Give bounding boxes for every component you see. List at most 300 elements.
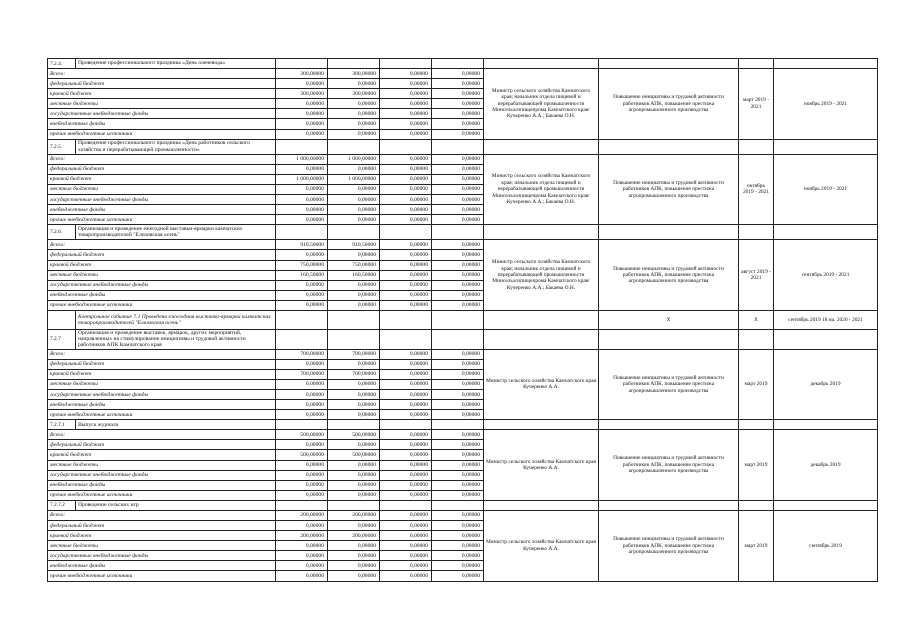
amount-cell: 0,00000: [380, 250, 432, 260]
funding-row: [48, 430, 878, 440]
section-header-row: [48, 59, 878, 69]
amount-cell: 200,00000: [276, 531, 328, 541]
amount-cell: 0,00000: [328, 184, 380, 194]
funding-source-label: государственные внебюджетные фонды: [48, 195, 276, 205]
amount-cell: 0,00000: [432, 154, 484, 164]
empty-cell: [432, 500, 484, 510]
amount-cell: 0,00000: [432, 129, 484, 139]
section-code: 7.2.4.: [48, 59, 76, 69]
amount-cell: 500,00000: [328, 450, 380, 460]
empty-cell: [432, 139, 484, 154]
amount-cell: 0,00000: [432, 250, 484, 260]
amount-cell: 0,00000: [380, 290, 432, 300]
empty-cell: [774, 225, 878, 240]
amount-cell: 0,00000: [380, 195, 432, 205]
funding-source-label: федеральный бюджет: [48, 79, 276, 89]
empty-cell: [774, 500, 878, 510]
amount-cell: 0,00000: [380, 270, 432, 280]
empty-cell: [380, 500, 432, 510]
funding-source-label: федеральный бюджет: [48, 520, 276, 530]
amount-cell: 0,00000: [380, 520, 432, 530]
empty-cell: [774, 139, 878, 154]
amount-cell: 0,00000: [380, 389, 432, 399]
amount-cell: 0,00000: [380, 99, 432, 109]
activities-table: [47, 58, 878, 582]
amount-cell: 910,50000: [328, 240, 380, 250]
section-title: Организация и проведение ежегодной выставки-ярмарки камчатских товаропроизводителей "Елизовская осень": [76, 225, 276, 240]
amount-cell: 0,00000: [380, 300, 432, 310]
amount-cell: 0,00000: [276, 490, 328, 500]
responsible-cell: Министр сельского хозяйства Камчатского края Кучеренко А.А.: [484, 510, 599, 581]
amount-cell: 1 000,00000: [276, 154, 328, 164]
amount-cell: 0,00000: [432, 541, 484, 551]
control-event-start: X: [739, 310, 774, 329]
amount-cell: 0,00000: [328, 119, 380, 129]
amount-cell: 0,00000: [432, 260, 484, 270]
empty-cell: [432, 59, 484, 69]
amount-cell: 0,00000: [380, 510, 432, 520]
empty-cell: [276, 500, 328, 510]
end-date-cell: декабрь 2019: [774, 349, 878, 420]
amount-cell: 0,00000: [276, 79, 328, 89]
empty-cell: [380, 59, 432, 69]
amount-cell: 0,00000: [432, 561, 484, 571]
amount-cell: 0,00000: [432, 571, 484, 581]
amount-cell: 0,00000: [276, 250, 328, 260]
amount-cell: 0,00000: [276, 571, 328, 581]
start-date-cell: март 2019: [739, 349, 774, 420]
empty-cell: [484, 329, 599, 349]
funding-source-label: прочие внебюджетные источники: [48, 300, 276, 310]
amount-cell: 0,00000: [276, 460, 328, 470]
responsible-cell: Министр сельского хозяйства Камчатского края; начальник отдела пищевой и перерабатывающей промышленности Минсельхозпищепрома Камчатского края/Кучеренко А.А.; Бакаева О.Н.: [484, 69, 599, 140]
end-date-cell: сентябрь 2019 - 2021: [774, 240, 878, 311]
amount-cell: 0,00000: [328, 379, 380, 389]
funding-source-label: прочие внебюджетные источники: [48, 571, 276, 581]
empty-cell: [739, 500, 774, 510]
amount-cell: 0,00000: [380, 79, 432, 89]
end-date-cell: ноябрь 2019 - 2021: [774, 69, 878, 140]
empty-cell: [380, 310, 432, 329]
amount-cell: 0,00000: [432, 240, 484, 250]
amount-cell: 0,00000: [380, 240, 432, 250]
empty-cell: [432, 225, 484, 240]
amount-cell: 0,00000: [432, 109, 484, 119]
amount-cell: 0,00000: [328, 79, 380, 89]
amount-cell: 0,00000: [432, 195, 484, 205]
empty-cell: [484, 59, 599, 69]
amount-cell: 0,00000: [432, 389, 484, 399]
amount-cell: 0,00000: [432, 490, 484, 500]
empty-cell: [484, 139, 599, 154]
amount-cell: 0,00000: [276, 205, 328, 215]
empty-cell: [739, 139, 774, 154]
expected-result-cell: Повышение инициативы и трудовой активности работников АПК, повышение престижа агропромышленного производства: [599, 510, 739, 581]
amount-cell: 0,00000: [380, 440, 432, 450]
amount-cell: 300,00000: [328, 89, 380, 99]
empty-cell: [276, 59, 328, 69]
amount-cell: 0,00000: [432, 470, 484, 480]
amount-cell: 0,00000: [380, 541, 432, 551]
funding-source-label: федеральный бюджет: [48, 440, 276, 450]
amount-cell: 0,00000: [328, 520, 380, 530]
amount-cell: 0,00000: [276, 541, 328, 551]
amount-cell: 0,00000: [432, 164, 484, 174]
amount-cell: 700,00000: [276, 369, 328, 379]
amount-cell: 0,00000: [432, 270, 484, 280]
funding-source-label: прочие внебюджетные источники: [48, 410, 276, 420]
empty-cell: [432, 329, 484, 349]
amount-cell: 0,00000: [276, 561, 328, 571]
empty-cell: [380, 329, 432, 349]
section-code: 7.2.6.: [48, 225, 76, 240]
amount-cell: 1 000,00000: [328, 174, 380, 184]
amount-cell: 0,00000: [380, 430, 432, 440]
empty-cell: [774, 420, 878, 430]
amount-cell: 0,00000: [432, 551, 484, 561]
amount-cell: 0,00000: [276, 470, 328, 480]
amount-cell: 160,50000: [276, 270, 328, 280]
funding-source-label: краевой бюджет: [48, 89, 276, 99]
amount-cell: 0,00000: [432, 450, 484, 460]
amount-cell: 500,00000: [276, 450, 328, 460]
empty-cell: [328, 139, 380, 154]
control-event-row: [48, 310, 878, 329]
amount-cell: 0,00000: [380, 410, 432, 420]
amount-cell: 0,00000: [432, 460, 484, 470]
section-header-row: [48, 329, 878, 349]
amount-cell: 0,00000: [380, 460, 432, 470]
amount-cell: 0,00000: [328, 571, 380, 581]
amount-cell: 1 000,00000: [328, 154, 380, 164]
amount-cell: 0,00000: [432, 359, 484, 369]
amount-cell: 0,00000: [432, 215, 484, 225]
amount-cell: 300,00000: [276, 69, 328, 79]
empty-cell: [328, 329, 380, 349]
section-header-row: [48, 139, 878, 154]
amount-cell: 0,00000: [328, 109, 380, 119]
funding-source-label: внебюджетные фонды: [48, 480, 276, 490]
start-date-cell: август 2019 - 2021: [739, 240, 774, 311]
amount-cell: 0,00000: [276, 119, 328, 129]
amount-cell: 0,00000: [276, 164, 328, 174]
amount-cell: 0,00000: [380, 69, 432, 79]
funding-source-label: Всего:: [48, 154, 276, 164]
responsible-cell: Министр сельского хозяйства Камчатского края Кучеренко А.А.: [484, 430, 599, 501]
section-title: Организация и проведение выставок, ярмарок, других мероприятий, направленных на стимулирование инициативы и трудовой активности работников АПК Камчатского края: [76, 329, 276, 349]
section-header-row: [48, 420, 878, 430]
amount-cell: 0,00000: [276, 400, 328, 410]
funding-source-label: федеральный бюджет: [48, 164, 276, 174]
amount-cell: 0,00000: [328, 359, 380, 369]
empty-cell: [276, 420, 328, 430]
amount-cell: 0,00000: [380, 129, 432, 139]
funding-source-label: федеральный бюджет: [48, 359, 276, 369]
empty-cell: [739, 329, 774, 349]
amount-cell: 0,00000: [380, 280, 432, 290]
funding-source-label: местные бюджеты: [48, 270, 276, 280]
funding-source-label: Всего:: [48, 69, 276, 79]
amount-cell: 200,00000: [328, 510, 380, 520]
empty-cell: [739, 225, 774, 240]
empty-cell: [774, 59, 878, 69]
funding-source-label: краевой бюджет: [48, 369, 276, 379]
amount-cell: 0,00000: [328, 460, 380, 470]
funding-source-label: местные бюджеты: [48, 379, 276, 389]
amount-cell: 0,00000: [432, 379, 484, 389]
amount-cell: 0,00000: [328, 389, 380, 399]
empty-cell: [739, 59, 774, 69]
funding-source-label: государственные внебюджетные фонды: [48, 551, 276, 561]
amount-cell: 0,00000: [432, 510, 484, 520]
end-date-cell: сентябрь 2019: [774, 510, 878, 581]
start-date-cell: март 2019: [739, 510, 774, 581]
amount-cell: 200,00000: [328, 531, 380, 541]
funding-row: [48, 510, 878, 520]
amount-cell: 0,00000: [328, 300, 380, 310]
empty-cell: [48, 310, 76, 329]
empty-cell: [328, 500, 380, 510]
amount-cell: 0,00000: [380, 205, 432, 215]
funding-source-label: местные бюджеты: [48, 99, 276, 109]
empty-cell: [276, 225, 328, 240]
amount-cell: 160,50000: [328, 270, 380, 280]
funding-source-label: Всего:: [48, 349, 276, 359]
funding-source-label: государственные внебюджетные фонды: [48, 280, 276, 290]
empty-cell: [599, 420, 739, 430]
amount-cell: 0,00000: [276, 215, 328, 225]
amount-cell: 0,00000: [276, 290, 328, 300]
amount-cell: 700,00000: [328, 369, 380, 379]
funding-source-label: внебюджетные фонды: [48, 400, 276, 410]
funding-source-label: краевой бюджет: [48, 260, 276, 270]
amount-cell: 0,00000: [380, 119, 432, 129]
amount-cell: 0,00000: [328, 480, 380, 490]
amount-cell: 0,00000: [432, 400, 484, 410]
amount-cell: 750,00000: [328, 260, 380, 270]
empty-cell: [484, 225, 599, 240]
expected-result-cell: Повышение инициативы и трудовой активности работников АПК, повышение престижа агропромышленного производства: [599, 430, 739, 501]
funding-source-label: государственные внебюджетные фонды: [48, 389, 276, 399]
start-date-cell: март 2019 - 2021: [739, 69, 774, 140]
amount-cell: 0,00000: [380, 561, 432, 571]
amount-cell: 0,00000: [328, 400, 380, 410]
funding-source-label: федеральный бюджет: [48, 250, 276, 260]
empty-cell: [328, 59, 380, 69]
amount-cell: 0,00000: [432, 520, 484, 530]
amount-cell: 0,00000: [432, 174, 484, 184]
empty-cell: [484, 500, 599, 510]
amount-cell: 0,00000: [380, 260, 432, 270]
amount-cell: 0,00000: [276, 520, 328, 530]
funding-row: [48, 349, 878, 359]
amount-cell: 0,00000: [276, 359, 328, 369]
amount-cell: 0,00000: [328, 290, 380, 300]
funding-source-label: местные бюджеты: [48, 460, 276, 470]
empty-cell: [599, 139, 739, 154]
amount-cell: 0,00000: [328, 490, 380, 500]
amount-cell: 0,00000: [432, 290, 484, 300]
funding-source-label: Всего:: [48, 240, 276, 250]
funding-source-label: местные бюджеты: [48, 184, 276, 194]
funding-row: [48, 154, 878, 164]
empty-cell: [380, 420, 432, 430]
amount-cell: 0,00000: [380, 490, 432, 500]
amount-cell: 0,00000: [432, 349, 484, 359]
amount-cell: 0,00000: [432, 119, 484, 129]
end-date-cell: декабрь 2019: [774, 430, 878, 501]
responsible-cell: Министр сельского хозяйства Камчатского края Кучеренко А.А.: [484, 349, 599, 420]
amount-cell: 0,00000: [328, 440, 380, 450]
amount-cell: 0,00000: [328, 250, 380, 260]
empty-cell: [380, 225, 432, 240]
amount-cell: 0,00000: [380, 531, 432, 541]
funding-source-label: прочие внебюджетные источники: [48, 215, 276, 225]
empty-cell: [599, 500, 739, 510]
amount-cell: 0,00000: [380, 154, 432, 164]
funding-source-label: Всего:: [48, 430, 276, 440]
expected-result-cell: Повышение инициативы и трудовой активности работников АПК, повышение престижа агропромышленного производства: [599, 69, 739, 140]
amount-cell: 0,00000: [276, 280, 328, 290]
empty-cell: [739, 420, 774, 430]
empty-cell: [276, 310, 328, 329]
control-event-text: Контрольное событие 7.1 Проведена ежегодная выставка-ярмарка камчатских товаропроизводителей "Елизовская осень": [76, 310, 276, 329]
section-code: 7.2.7.2: [48, 500, 76, 510]
amount-cell: 700,00000: [328, 349, 380, 359]
section-header-row: [48, 500, 878, 510]
amount-cell: 0,00000: [328, 280, 380, 290]
funding-source-label: государственные внебюджетные фонды: [48, 109, 276, 119]
control-event-result: X: [599, 310, 739, 329]
amount-cell: 0,00000: [380, 164, 432, 174]
amount-cell: 910,50000: [276, 240, 328, 250]
amount-cell: 0,00000: [380, 174, 432, 184]
amount-cell: 0,00000: [380, 551, 432, 561]
amount-cell: 1 000,00000: [276, 174, 328, 184]
amount-cell: 0,00000: [432, 369, 484, 379]
amount-cell: 0,00000: [276, 129, 328, 139]
amount-cell: 300,00000: [276, 89, 328, 99]
start-date-cell: октябрь 2019 - 2021: [739, 154, 774, 225]
amount-cell: 0,00000: [328, 129, 380, 139]
program-table-sheet: [47, 58, 877, 582]
amount-cell: 0,00000: [380, 571, 432, 581]
amount-cell: 0,00000: [380, 184, 432, 194]
amount-cell: 0,00000: [328, 470, 380, 480]
amount-cell: 0,00000: [380, 359, 432, 369]
amount-cell: 0,00000: [276, 379, 328, 389]
responsible-cell: Министр сельского хозяйства Камчатского края; начальник отдела пищевой и перерабатывающей промышленности Минсельхозпищепрома Камчатского края/Кучеренко А.А.; Бакаева О.Н.: [484, 240, 599, 311]
amount-cell: 0,00000: [380, 89, 432, 99]
expected-result-cell: Повышение инициативы и трудовой активности работников АПК, повышение престижа агропромышленного производства: [599, 154, 739, 225]
empty-cell: [484, 310, 599, 329]
funding-source-label: краевой бюджет: [48, 174, 276, 184]
funding-source-label: внебюджетные фонды: [48, 205, 276, 215]
start-date-cell: март 2019: [739, 430, 774, 501]
amount-cell: 0,00000: [276, 389, 328, 399]
amount-cell: 0,00000: [432, 79, 484, 89]
amount-cell: 0,00000: [276, 440, 328, 450]
amount-cell: 0,00000: [380, 349, 432, 359]
empty-cell: [328, 310, 380, 329]
amount-cell: 0,00000: [432, 99, 484, 109]
section-title: Проведение сельских игр: [76, 500, 276, 510]
amount-cell: 0,00000: [432, 89, 484, 99]
empty-cell: [599, 329, 739, 349]
amount-cell: 750,00000: [276, 260, 328, 270]
amount-cell: 300,00000: [328, 69, 380, 79]
amount-cell: 0,00000: [276, 300, 328, 310]
amount-cell: 0,00000: [328, 551, 380, 561]
amount-cell: 0,00000: [276, 195, 328, 205]
funding-row: [48, 240, 878, 250]
funding-source-label: внебюджетные фонды: [48, 119, 276, 129]
amount-cell: 0,00000: [432, 430, 484, 440]
amount-cell: 500,00000: [328, 430, 380, 440]
amount-cell: 0,00000: [276, 480, 328, 490]
amount-cell: 0,00000: [276, 109, 328, 119]
funding-source-label: Всего:: [48, 510, 276, 520]
section-title: Проведение профессионального праздника «День работников сельского хозяйства и перерабатывающей промышленности»: [76, 139, 276, 154]
section-code: 7.2.7.1: [48, 420, 76, 430]
amount-cell: 0,00000: [380, 109, 432, 119]
amount-cell: 0,00000: [432, 69, 484, 79]
amount-cell: 0,00000: [432, 410, 484, 420]
amount-cell: 0,00000: [432, 205, 484, 215]
amount-cell: 0,00000: [328, 561, 380, 571]
empty-cell: [484, 420, 599, 430]
amount-cell: 0,00000: [380, 470, 432, 480]
amount-cell: 0,00000: [380, 480, 432, 490]
funding-source-label: прочие внебюджетные источники: [48, 490, 276, 500]
empty-cell: [774, 329, 878, 349]
control-event-end: сентябрь 2019 18 на. 2020 - 2021: [774, 310, 878, 329]
section-code: 7.2.7: [48, 329, 76, 349]
amount-cell: 0,00000: [380, 450, 432, 460]
amount-cell: 200,00000: [276, 510, 328, 520]
expected-result-cell: Повышение инициативы и трудовой активности работников АПК, повышение престижа агропромышленного производства: [599, 240, 739, 311]
amount-cell: 0,00000: [276, 551, 328, 561]
expected-result-cell: Повышение инициативы и трудовой активности работников АПК, повышение престижа агропромышленного производства: [599, 349, 739, 420]
section-title: Выпуск журнала: [76, 420, 276, 430]
amount-cell: 500,00000: [276, 430, 328, 440]
empty-cell: [599, 59, 739, 69]
amount-cell: 0,00000: [380, 379, 432, 389]
empty-cell: [599, 225, 739, 240]
empty-cell: [276, 329, 328, 349]
amount-cell: 0,00000: [328, 164, 380, 174]
amount-cell: 0,00000: [432, 531, 484, 541]
amount-cell: 0,00000: [328, 215, 380, 225]
amount-cell: 0,00000: [432, 184, 484, 194]
funding-source-label: прочие внебюджетные источники: [48, 129, 276, 139]
amount-cell: 0,00000: [380, 400, 432, 410]
amount-cell: 0,00000: [276, 99, 328, 109]
amount-cell: 0,00000: [432, 440, 484, 450]
empty-cell: [432, 420, 484, 430]
empty-cell: [328, 225, 380, 240]
section-code: 7.2.5: [48, 139, 76, 154]
funding-source-label: внебюджетные фонды: [48, 290, 276, 300]
funding-source-label: краевой бюджет: [48, 531, 276, 541]
funding-source-label: внебюджетные фонды: [48, 561, 276, 571]
end-date-cell: ноябрь 2019 - 2021: [774, 154, 878, 225]
amount-cell: 0,00000: [380, 215, 432, 225]
funding-source-label: местные бюджеты: [48, 541, 276, 551]
amount-cell: 0,00000: [328, 195, 380, 205]
amount-cell: 0,00000: [328, 410, 380, 420]
amount-cell: 700,00000: [276, 349, 328, 359]
